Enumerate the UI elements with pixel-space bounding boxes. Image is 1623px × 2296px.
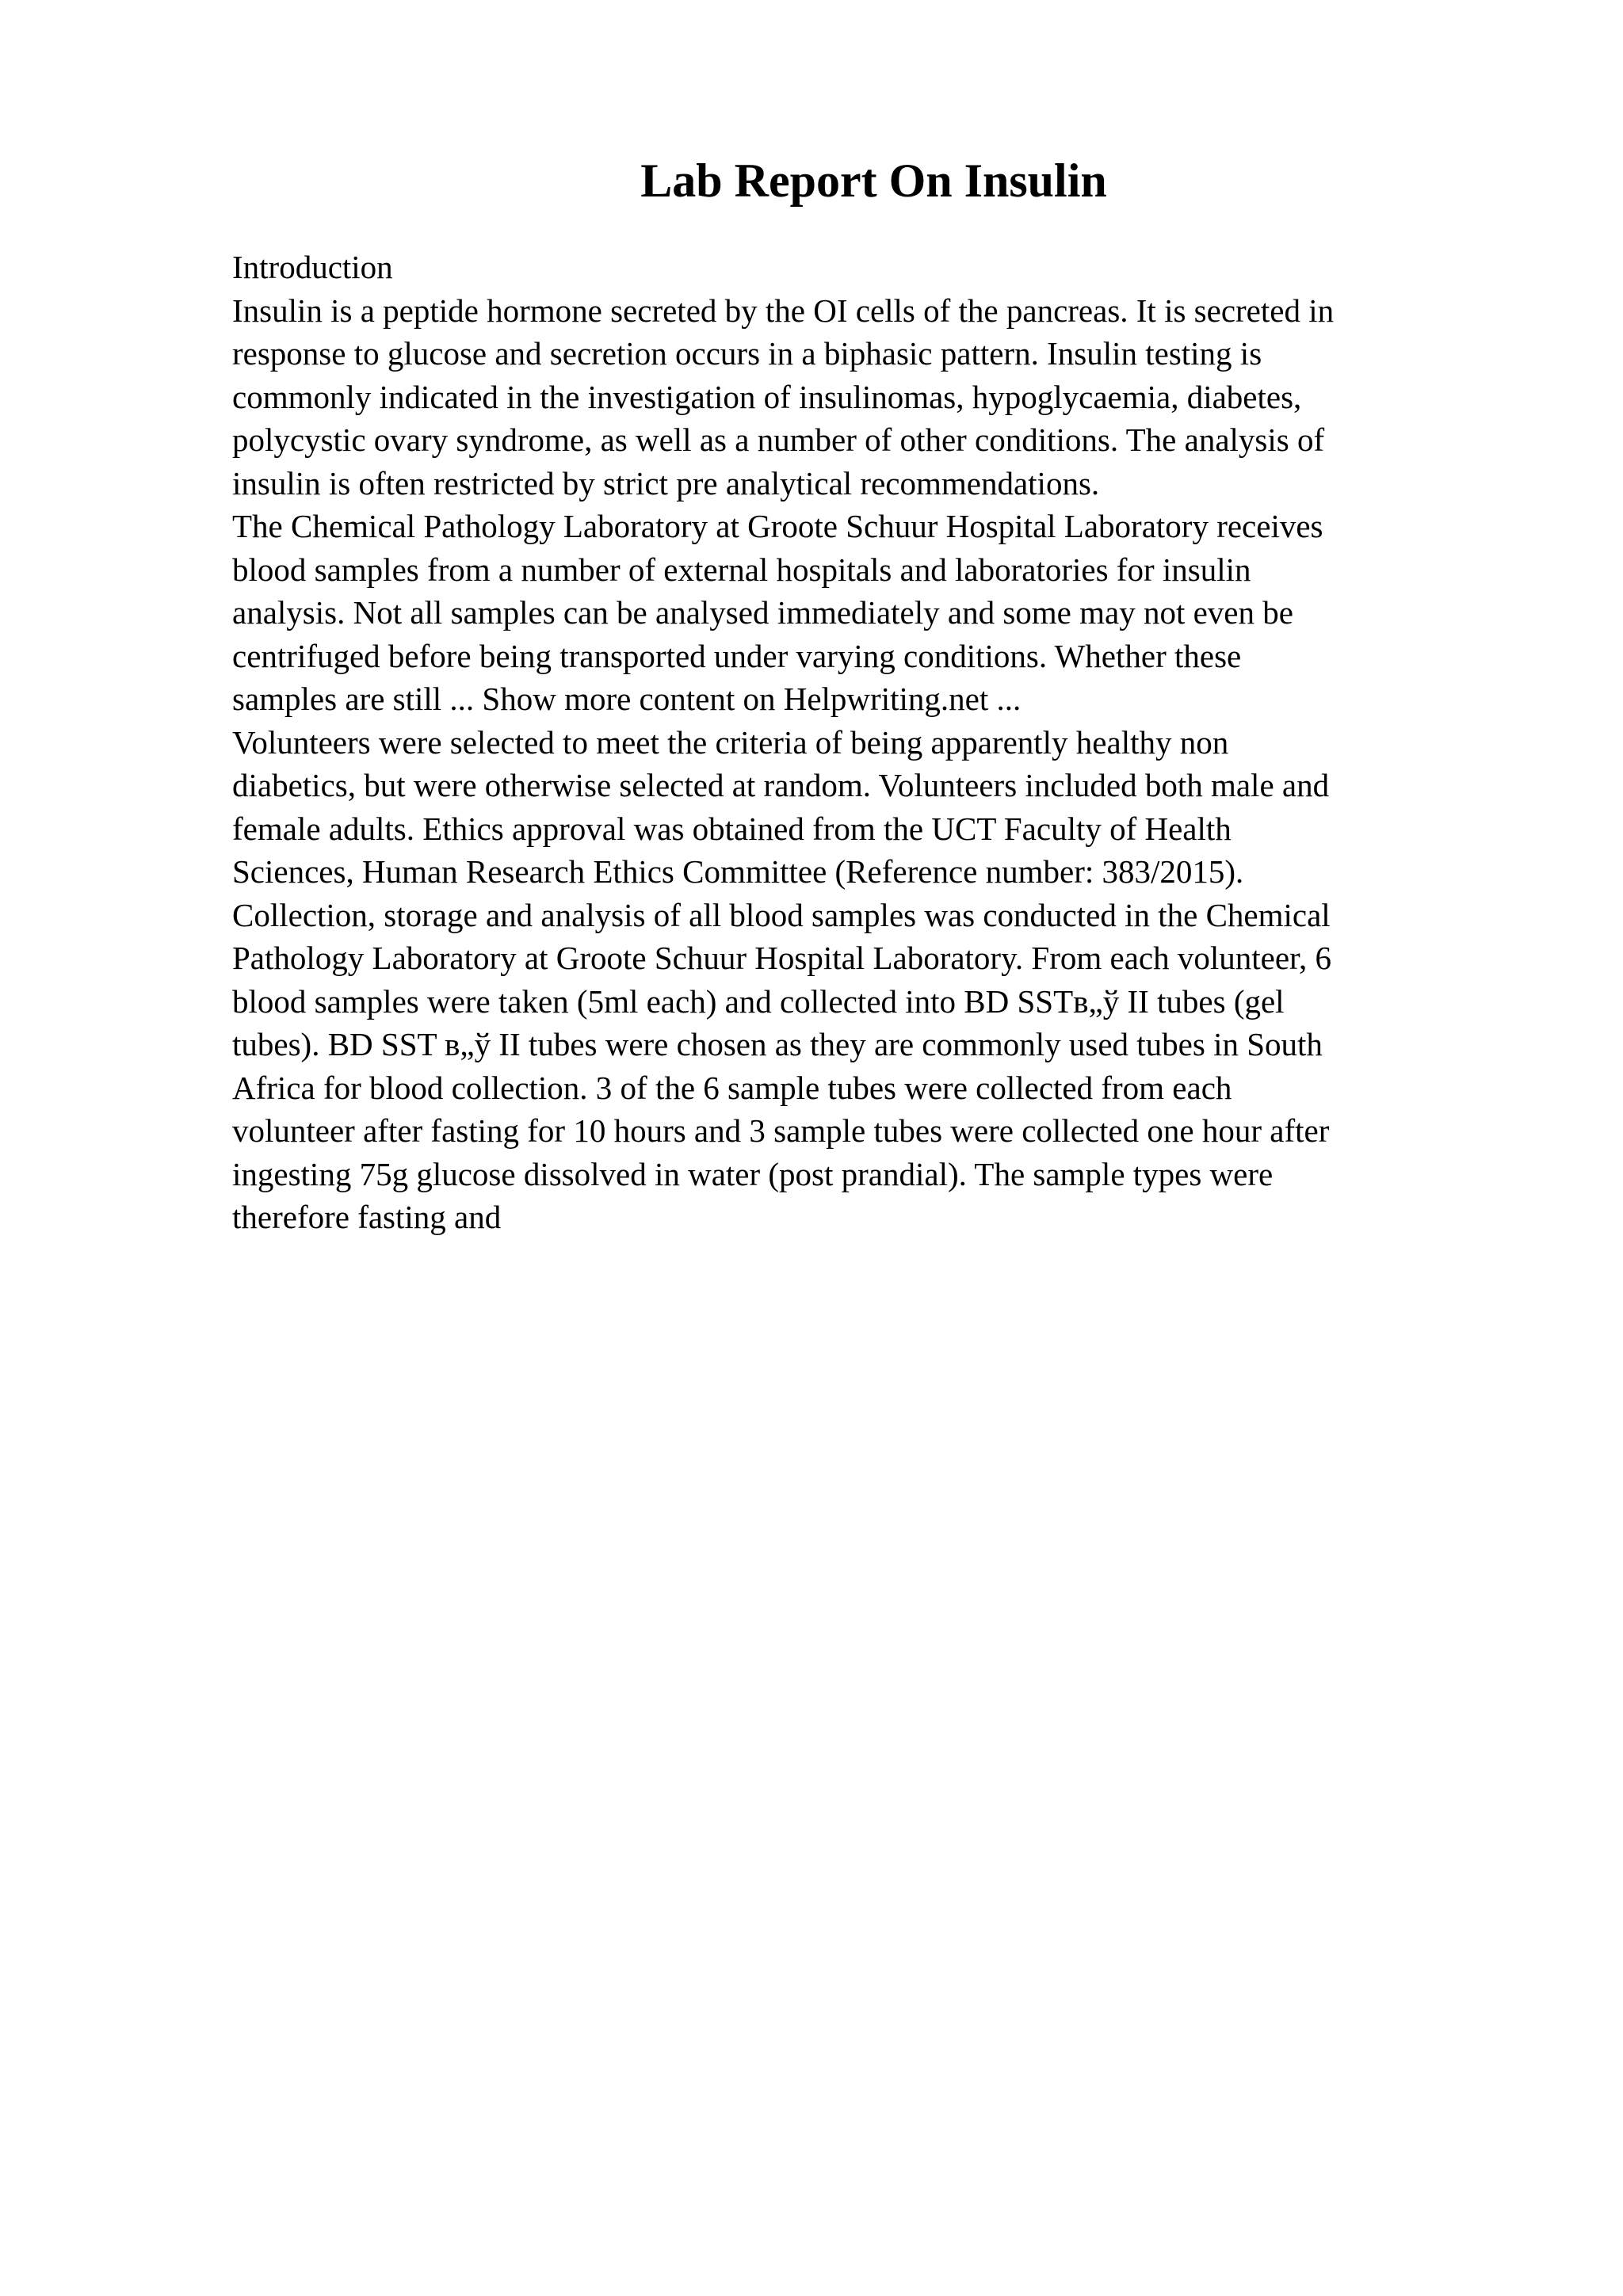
body-line: blood samples from a number of external hospitals and laboratories for insulin: [232, 551, 1251, 588]
body-line: diabetics, but were otherwise selected at random. Volunteers included both male and: [232, 767, 1330, 803]
body-line: Insulin is a peptide hormone secreted by the OI cells of the pancreas. It is secreted in: [232, 292, 1335, 329]
body-line: Sciences, Human Research Ethics Committee (Reference number: 383/2015).: [232, 853, 1244, 890]
body-line: centrifuged before being transported under varying conditions. Whether these: [232, 637, 1242, 674]
body-line: ingesting 75g glucose dissolved in water (post prandial). The sample types were: [232, 1155, 1274, 1192]
body-line: insulin is often restricted by strict pre analytical recommendations.: [232, 464, 1100, 502]
body-line: volunteer after fasting for 10 hours and 3 sample tubes were collected one hour after: [232, 1112, 1330, 1149]
body-line: therefore fasting and: [232, 1199, 502, 1235]
body-line: Collection, storage and analysis of all blood samples was conducted in the Chemical: [232, 896, 1331, 933]
body-line: Volunteers were selected to meet the criteria of being apparently healthy non: [232, 723, 1229, 761]
body-line: Africa for blood collection. 3 of the 6 sample tubes were collected from each: [232, 1069, 1232, 1106]
body-line: Pathology Laboratory at Groote Schuur Hospital Laboratory. From each volunteer, 6: [232, 940, 1332, 976]
document-body: [232, 246, 1500, 1239]
document-title: Lab Report On Insulin: [640, 154, 1107, 207]
body-line: blood samples were taken (5ml each) and collected into BD SSTв„ў II tubes (gel: [232, 982, 1285, 1020]
section-heading-introduction: Introduction: [232, 249, 393, 285]
body-line: commonly indicated in the investigation of insulinomas, hypoglycaemia, diabetes,: [232, 378, 1302, 415]
body-line: female adults. Ethics approval was obtained from the UCT Faculty of Health: [232, 810, 1232, 847]
body-line: samples are still ... Show more content on Helpwriting.net ...: [232, 681, 1022, 717]
body-line: response to glucose and secretion occurs in a biphasic pattern. Insulin testing is: [232, 335, 1262, 372]
body-line: analysis. Not all samples can be analysed immediately and some may not even be: [232, 594, 1293, 631]
body-line: polycystic ovary syndrome, as well as a number of other conditions. The analysis of: [232, 421, 1325, 458]
body-line: tubes). BD SST в„ў II tubes were chosen as they are commonly used tubes in South: [232, 1026, 1323, 1062]
body-line: The Chemical Pathology Laboratory at Groote Schuur Hospital Laboratory receives: [232, 508, 1323, 544]
